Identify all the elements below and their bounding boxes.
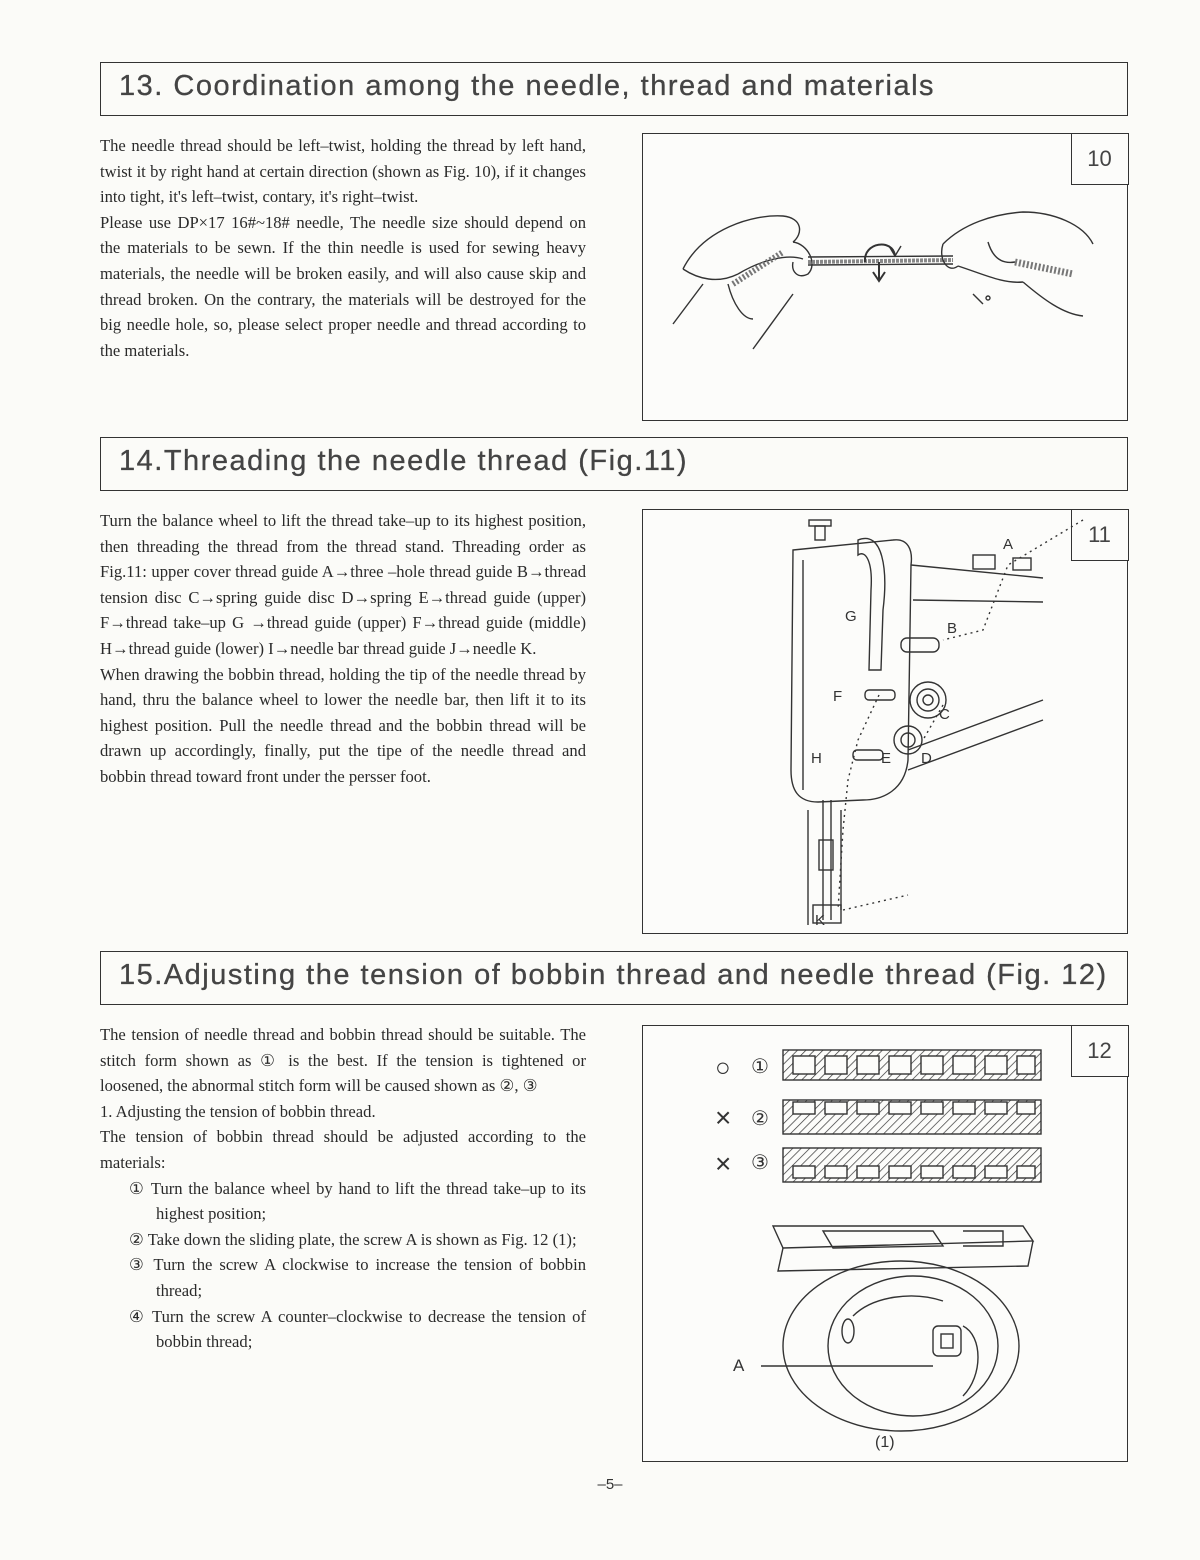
twist-thread-illustration bbox=[643, 134, 1129, 422]
paragraph: 1. Adjusting the tension of bobbin thread. bbox=[100, 1101, 376, 1121]
stitch-forms-and-bobbin-case-illustration bbox=[643, 1026, 1129, 1463]
step-item: ④ Turn the screw A counter–clockwise to decrease the tension of bobbin thread; bbox=[129, 1306, 586, 1352]
paragraph: Please use DP×17 16#~18# needle, The needle size should depend on the materials to be sewn. If the thin needle is used for sewing heavy materials, the needle will be broken easily, and will also cause skip and thread broken. On the contrary, the materials will be destroyed for the big needle hole, so, please select proper needle and thread according to the materials. bbox=[100, 212, 586, 360]
stitch-row-1-mark: ○ bbox=[715, 1052, 731, 1082]
sewing-machine-head-illustration bbox=[643, 510, 1129, 935]
section-15-heading bbox=[100, 951, 1128, 1005]
stitch-row-2-num: ② bbox=[751, 1108, 769, 1130]
label-c: C bbox=[939, 706, 950, 723]
label-g: G bbox=[845, 608, 857, 625]
label-h: H bbox=[811, 750, 822, 767]
label-f: F bbox=[833, 688, 843, 705]
paragraph: When drawing the bobbin thread, holding the tip of the needle thread by hand, thru the balance wheel to lower the needle bar, then lift it to its highest position. Pull the needle thread and the bobbin thread will be drawn up accordingly, finally, put the tipe of the needle thread and bobbin thread toward front under the persser foot. bbox=[100, 664, 586, 786]
section-14-text bbox=[100, 508, 586, 790]
page-number: –5– bbox=[597, 1476, 623, 1493]
label-k: K bbox=[815, 912, 826, 929]
stitch-row-2-mark: × bbox=[715, 1102, 732, 1133]
section-14-heading bbox=[100, 437, 1128, 491]
section-15-title: 15.Adjusting the tension of bobbin thread and needle thread (Fig. 12) bbox=[119, 959, 1108, 991]
section-14-title: 14.Threading the needle thread (Fig.11) bbox=[119, 445, 689, 477]
section-15-text bbox=[100, 1022, 586, 1355]
section-13-heading bbox=[100, 62, 1128, 116]
figure-12 bbox=[642, 1025, 1128, 1462]
stitch-row-3-mark: × bbox=[715, 1148, 732, 1179]
paragraph: The tension of needle thread and bobbin thread should be suitable. The stitch form shown as ① is the best. If the tension is tightened or loosened, the abnormal stitch form will be caused shown as ②, ③ bbox=[100, 1025, 586, 1096]
figure-number: 10 bbox=[1071, 133, 1129, 185]
stitch-row-3-num: ③ bbox=[751, 1152, 769, 1174]
figure-caption: (1) bbox=[875, 1434, 895, 1451]
label-b: B bbox=[947, 620, 958, 637]
step-item: ③ Turn the screw A clockwise to increase the tension of bobbin thread; bbox=[129, 1255, 586, 1300]
paragraph: Turn the balance wheel to lift the thread take–up to its highest position, then threading the thread from the thread stand. Threading order as Fig.11: upper cover thread guide A→three –hole thread guide B→thread tension disc C→spring guide disc D→spring E→thread guide (upper) F→thread take–up G →thread guide (upper) F→thread guide (middle) H→thread guide (lower) I→needle bar thread guide J→needle K. bbox=[100, 511, 586, 658]
label-a: A bbox=[1003, 536, 1014, 553]
label-a: A bbox=[733, 1356, 745, 1375]
paragraph: The tension of bobbin thread should be adjusted according to the materials: bbox=[100, 1127, 586, 1172]
stitch-row-1-num: ① bbox=[751, 1056, 769, 1078]
label-e: E bbox=[881, 750, 892, 767]
section-13-title: 13. Coordination among the needle, thread and materials bbox=[119, 70, 936, 102]
figure-11 bbox=[642, 509, 1128, 934]
step-item: ① Turn the balance wheel by hand to lift the thread take–up to its highest position; bbox=[129, 1178, 586, 1224]
label-d: D bbox=[921, 750, 932, 767]
figure-10 bbox=[642, 133, 1128, 421]
figure-number: 12 bbox=[1071, 1025, 1129, 1077]
section-13-text bbox=[100, 133, 586, 363]
step-item: ② Take down the sliding plate, the screw A is shown as Fig. 12 (1); bbox=[129, 1229, 577, 1249]
figure-number: 11 bbox=[1071, 509, 1129, 561]
paragraph: The needle thread should be left–twist, holding the thread by left hand, twist it by right hand at certain direction (shown as Fig. 10), if it changes into tight, it's left–twist, contary, it's right–twist. bbox=[100, 136, 586, 207]
